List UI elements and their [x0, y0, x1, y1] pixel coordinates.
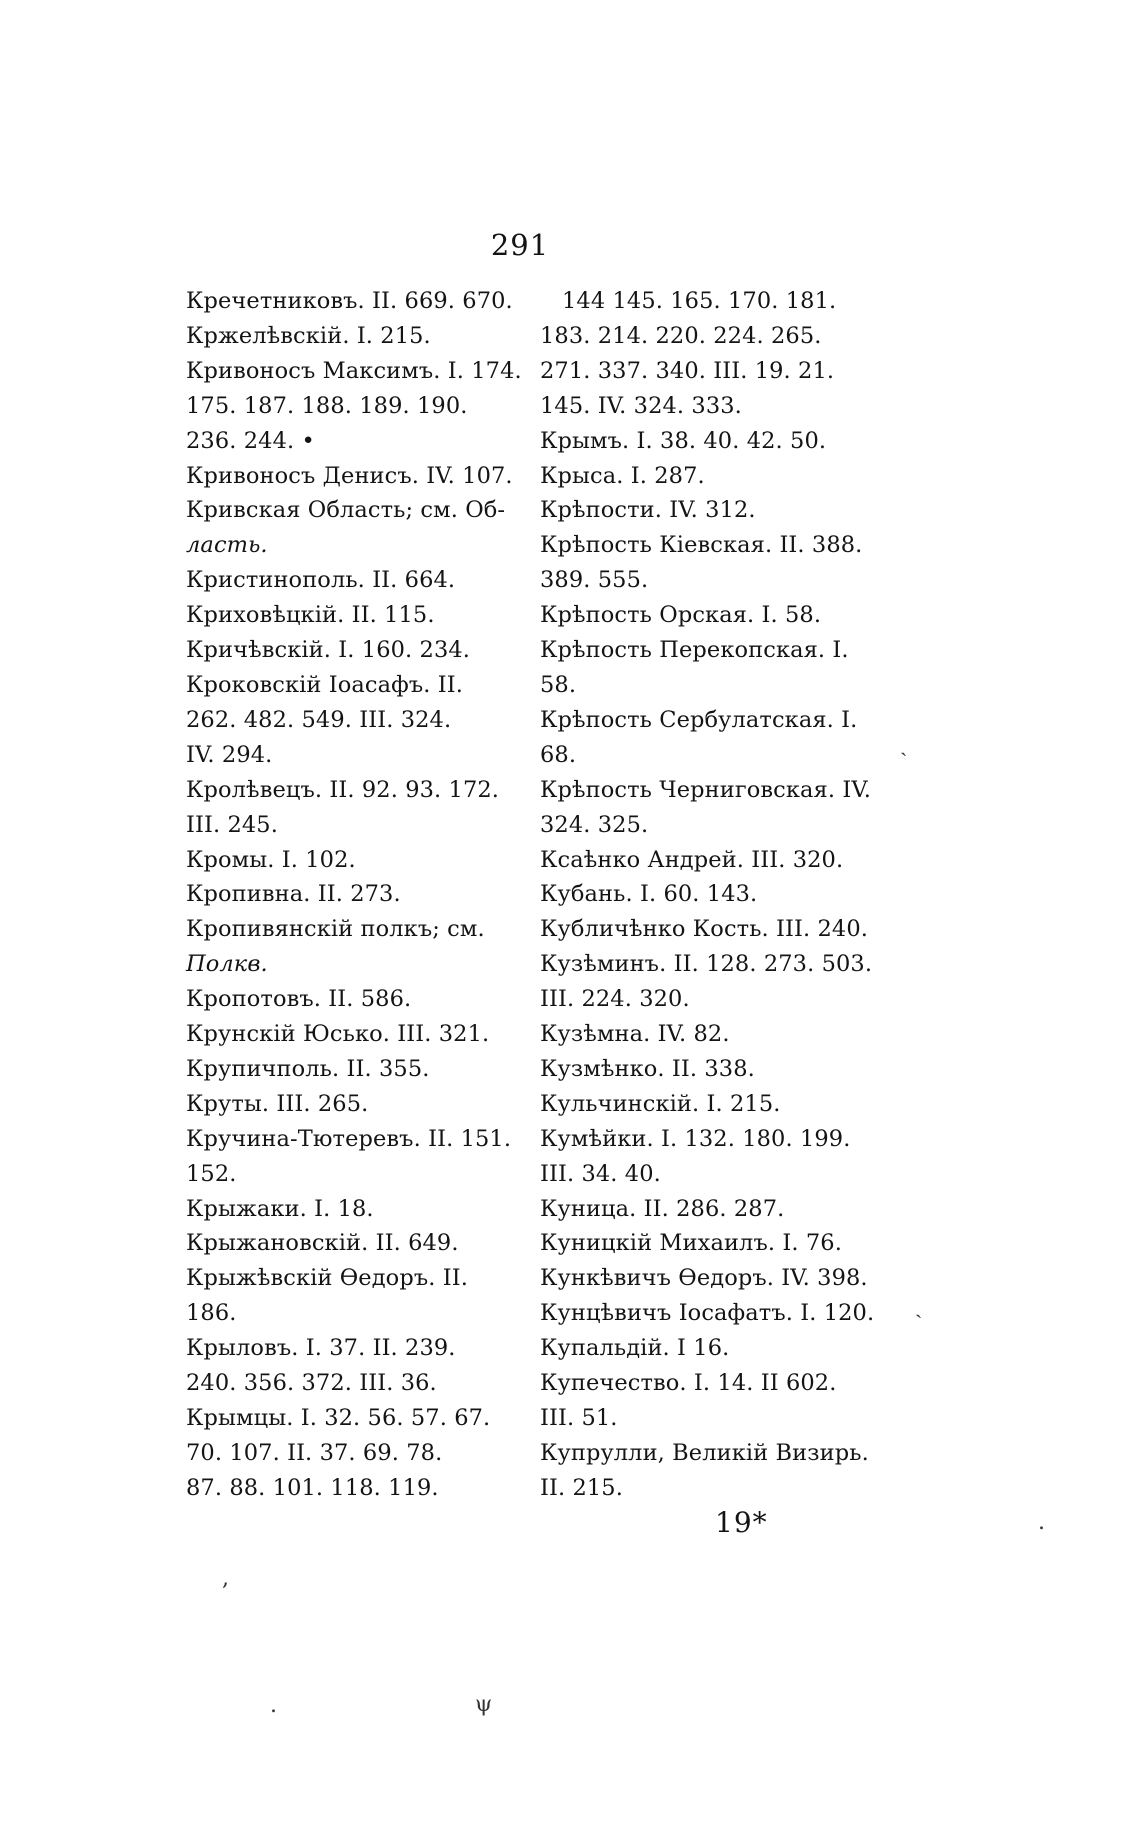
entry-heading-line: Кржелѣвскій. I. 215. [186, 322, 431, 349]
entry-heading-line: Кричѣвскій. I. 160. 234. [186, 637, 471, 664]
entry-heading-line: Крыжаки. I. 18. [186, 1195, 374, 1222]
index-entry [186, 912, 526, 982]
index-entry [186, 1052, 526, 1087]
entry-heading-line: Кропотовъ. II. 586. [186, 986, 412, 1013]
index-entry [540, 843, 880, 878]
index-entry [540, 1122, 880, 1192]
entry-heading-line: Крѣпость Кіевская. II. 388. [540, 532, 863, 559]
entry-heading-line: Кульчинскій. I. 215. [540, 1090, 781, 1117]
entry-continuation-line: III. 245. [186, 811, 278, 838]
index-entry [540, 1296, 880, 1331]
index-entry [186, 284, 526, 319]
entry-continuation-line: 152. [186, 1160, 237, 1187]
entry-heading-line: Кузмѣнко. II. 338. [540, 1055, 755, 1082]
index-entry [186, 843, 526, 878]
entry-continuation-line: 175. 187. 188. 189. 190. [186, 392, 468, 419]
entry-continuation-line: 262. 482. 549. III. 324. [186, 706, 452, 733]
entry-continuation-line: 236. 244. • [186, 427, 315, 454]
entry-continuation-line: 183. 214. 220. 224. 265. [540, 322, 822, 349]
index-entry [186, 319, 526, 354]
entry-heading-line: Кривская Область; см. Об- [186, 497, 506, 524]
entry-continuation-line: 68. [540, 741, 577, 768]
entry-heading-line: Крыса. I. 287. [540, 462, 705, 489]
index-entry [540, 1226, 880, 1261]
entry-heading-line: Кубличѣнко Кость. III. 240. [540, 916, 869, 943]
entry-continuation-line: III. 51. [540, 1405, 618, 1431]
index-entry [540, 1261, 880, 1296]
index-entry [540, 528, 880, 598]
ink-speck: ˴ [900, 739, 908, 764]
entry-continuation-line: 58. [540, 671, 577, 698]
entry-heading-line: Крѣпость Черниговская. IV. [540, 776, 872, 803]
index-column-left [186, 284, 526, 1506]
entry-heading-line: Кромы. I. 102. [186, 846, 356, 873]
index-entry [540, 424, 880, 459]
entry-heading-line: Крымцы. I. 32. 56. 57. 67. [186, 1405, 491, 1431]
entry-heading-line: Купрулли, Великій Визирь. [540, 1439, 869, 1466]
entry-heading-line: Кунцѣвичъ Іосафатъ. I. 120. [540, 1300, 875, 1327]
index-entry [186, 598, 526, 633]
entry-heading-line: Крѣпость Орская. I. 58. [540, 602, 822, 629]
signature-mark: 19* [715, 1506, 768, 1539]
index-column-right [540, 284, 880, 1506]
index-entry [186, 563, 526, 598]
index-entry [186, 1331, 526, 1401]
ink-speck: ψ [475, 1692, 493, 1717]
entry-continuation-line: 324. 325. [540, 811, 649, 838]
entry-heading-line: Кроковскій Іоасафъ. II. [186, 671, 463, 698]
entry-heading-line: Крыловъ. I. 37. II. 239. [186, 1335, 456, 1362]
index-entry [540, 912, 880, 947]
index-entry [540, 877, 880, 912]
entry-heading-line: Кумѣйки. I. 132. 180. 199. [540, 1125, 851, 1152]
entry-heading-line: Кролѣвецъ. II. 92. 93. 172. [186, 776, 500, 803]
index-entry [540, 1052, 880, 1087]
entry-heading-line: Кривоносъ Максимъ. I. 174. [186, 357, 522, 384]
index-entry [540, 1017, 880, 1052]
entry-heading-line: Круты. III. 265. [186, 1090, 369, 1117]
entry-continuation-line: 389. 555. [540, 567, 649, 594]
index-entry [186, 982, 526, 1017]
entry-continuation-line: 87. 88. 101. 118. 119. [186, 1474, 439, 1501]
index-entry [540, 633, 880, 703]
page-number: 291 [490, 228, 550, 262]
entry-heading-line: Крыжановскій. II. 649. [186, 1230, 459, 1257]
entry-continuation-line: Полкв. [186, 951, 268, 978]
index-entry [186, 1192, 526, 1227]
entry-heading-line: Крѣпость Перекопская. I. [540, 637, 849, 664]
index-entry [186, 1226, 526, 1261]
index-entry [186, 1122, 526, 1192]
index-entry [186, 1087, 526, 1122]
index-entry [186, 1017, 526, 1052]
index-entry [540, 1331, 880, 1366]
entry-heading-line: Кузѣмна. IV. 82. [540, 1021, 730, 1048]
entry-heading-line: Купальдій. I 16. [540, 1335, 730, 1362]
index-entry [186, 493, 526, 563]
index-entry [186, 1261, 526, 1331]
entry-heading-line: Куница. II. 286. 287. [540, 1195, 785, 1222]
ink-speck: . [1038, 1510, 1045, 1535]
entry-heading-line: 144 145. 165. 170. 181. [562, 288, 837, 314]
ink-speck: ˴ [915, 1301, 923, 1326]
entry-continuation-line: 271. 337. 340. III. 19. 21. [540, 357, 835, 384]
entry-heading-line: Кубань. I. 60. 143. [540, 881, 758, 908]
entry-heading-line: Кристинополь. II. 664. [186, 567, 456, 594]
entry-heading-line: Крымъ. I. 38. 40. 42. 50. [540, 427, 827, 454]
index-entry [540, 598, 880, 633]
entry-continuation-line: IV. 294. [186, 741, 273, 768]
entry-heading-line: Крунскій Юсько. III. 321. [186, 1021, 490, 1048]
entry-continuation-line: 70. 107. II. 37. 69. 78. [186, 1439, 443, 1466]
entry-heading-line: Купечество. I. 14. II 602. [540, 1370, 837, 1397]
entry-heading-line: Крѣпость Сербулатская. I. [540, 706, 858, 733]
index-entry [540, 1192, 880, 1227]
entry-heading-line: Ксаѣнко Андрей. III. 320. [540, 846, 844, 873]
entry-heading-line: Кузѣминъ. II. 128. 273. 503. [540, 951, 873, 978]
index-entry [186, 459, 526, 494]
entry-heading-line: Кропивянскій полкъ; см. [186, 916, 485, 943]
entry-continuation-line: 145. IV. 324. 333. [540, 392, 742, 419]
ink-speck: . [270, 1693, 277, 1718]
entry-continuation-line: ласть. [186, 532, 268, 559]
entry-heading-line: Крупичполь. II. 355. [186, 1055, 430, 1082]
entry-continuation-line: III. 224. 320. [540, 986, 690, 1013]
index-entry [540, 1436, 880, 1506]
entry-heading-line: Кункѣвичъ Өедоръ. IV. 398. [540, 1265, 868, 1292]
index-entry [186, 633, 526, 668]
index-entry [186, 877, 526, 912]
index-entry [186, 668, 526, 773]
entry-heading-line: Крѣпости. IV. 312. [540, 497, 756, 524]
index-entry [186, 354, 526, 459]
entry-heading-line: Кропивна. II. 273. [186, 881, 401, 908]
ink-speck: , [222, 1566, 229, 1591]
index-entry [540, 1087, 880, 1122]
entry-heading-line: Куницкій Михаилъ. I. 76. [540, 1230, 842, 1257]
entry-continuation-line: 240. 356. 372. III. 36. [186, 1370, 437, 1397]
index-entry [540, 703, 880, 773]
entry-heading-line: Кручина-Тютеревъ. II. 151. [186, 1125, 512, 1152]
index-entry [186, 773, 526, 843]
index-entry-continuation [540, 284, 880, 424]
index-entry [540, 1366, 880, 1436]
entry-continuation-line: II. 215. [540, 1474, 623, 1501]
index-entry [540, 773, 880, 843]
entry-heading-line: Крыжѣвскій Өедоръ. II. [186, 1265, 468, 1292]
entry-heading-line: Кривоносъ Денисъ. IV. 107. [186, 462, 513, 489]
index-entry [540, 459, 880, 494]
index-entry [186, 1401, 526, 1506]
index-entry [540, 947, 880, 1017]
entry-continuation-line: 186. [186, 1300, 237, 1327]
entry-heading-line: Криховѣцкій. II. 115. [186, 602, 435, 629]
index-entry [540, 493, 880, 528]
entry-continuation-line: III. 34. 40. [540, 1160, 661, 1187]
entry-heading-line: Кречетниковъ. II. 669. 670. [186, 288, 513, 314]
